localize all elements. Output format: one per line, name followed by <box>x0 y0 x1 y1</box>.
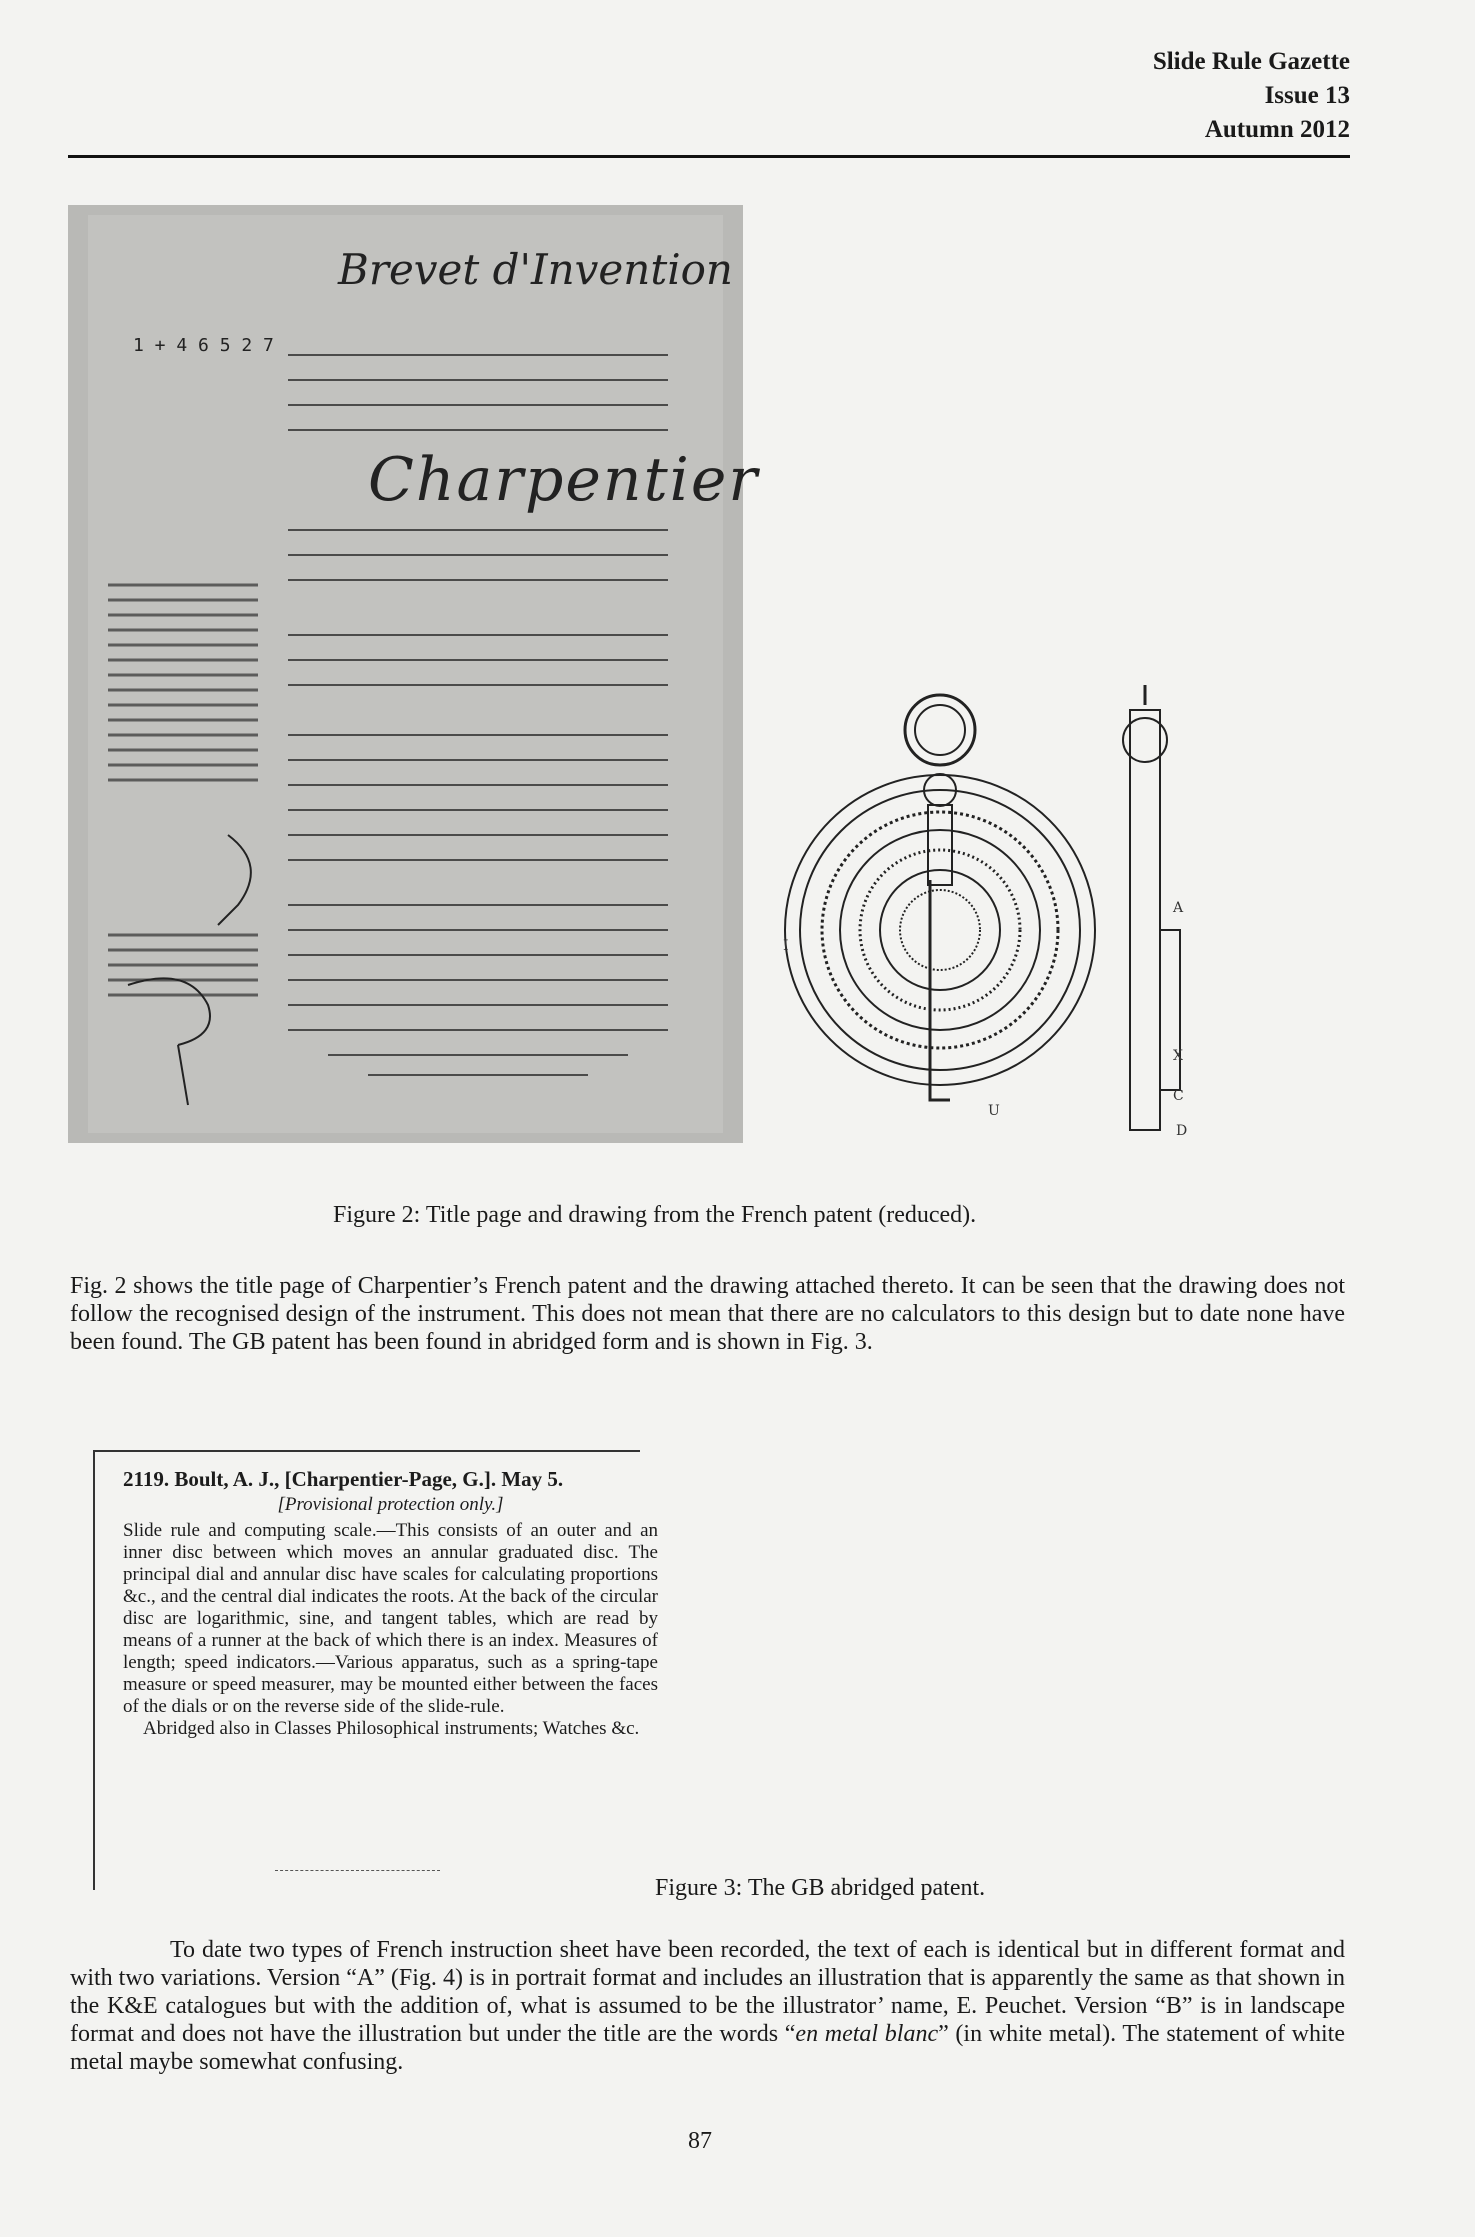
page-number: 87 <box>688 2128 712 2154</box>
patent-number: 1 + 4 6 5 2 7 <box>133 335 274 356</box>
patent-title-page-image <box>68 205 760 1143</box>
patent-inventor-name: Charpentier <box>368 445 760 515</box>
svg-text:C: C <box>1173 1088 1184 1104</box>
paragraph-2-italic: en metal blanc <box>795 2021 939 2047</box>
gb-abridged-patent-clipping <box>93 1450 658 1890</box>
clipping-subheading: [Provisional protection only.] <box>277 1494 504 1515</box>
journal-title: Slide Rule Gazette <box>1152 48 1350 75</box>
clipping-heading: 2119. Boult, A. J., [Charpentier-Page, G.]. May 5. <box>123 1467 564 1491</box>
issue-season: Autumn 2012 <box>1204 116 1350 143</box>
page-header <box>1153 45 1350 147</box>
svg-text:I: I <box>783 938 789 954</box>
issue-number: Issue 13 <box>1264 82 1350 109</box>
paragraph-2-text-b: ” (in white metal). The statement of white metal maybe somewhat confusing. <box>70 2021 1345 2075</box>
clipping-bottom-rule <box>275 1870 440 1871</box>
header-rule <box>68 155 1350 158</box>
figure-3-caption: Figure 3: The GB abridged patent. <box>655 1875 986 1901</box>
body-paragraph-2 <box>70 1936 1345 2076</box>
circular-calculator-drawing <box>740 680 1400 1150</box>
patent-drawing-image <box>740 680 1400 1150</box>
clipping-body: Slide rule and computing scale.—This consists of an outer and an inner disc between which moves an annular graduated disc. The principal dial and annular disc have scales for calculating proportions &c., and the central dial indicates the roots. At the back of the circular disc are logarithmic, sine, and tangent tables, which are read by means of a runner at the back of which there is an index. Measures of length; speed indicators.—Various apparatus, such as a spring-tape measure or speed measurer, may be mounted either between the faces of the dials or on the reverse side of the slide-rule. <box>123 1520 658 1717</box>
body-paragraph-1: Fig. 2 shows the title page of Charpentier’s French patent and the drawing attached thereto. It can be seen that the drawing does not follow the recognised design of the instrument. This does not mean that there are no calculators to this design but to date none have been found. The GB patent has been found in abridged form and is shown in Fig. 3. <box>70 1273 1345 1355</box>
clipping-top-rule <box>95 1450 640 1452</box>
clipping-also: Abridged also in Classes Philosophical instruments; Watches &c. <box>143 1718 640 1739</box>
paragraph-2-text-a: To date two types of French instruction sheet have been recorded, the text of each is identical but in different format and with two variations. Version “A” (Fig. 4) is in portrait format and includes an illustration that is apparently the same as that shown in the K&E catalogues but with the addition of, what is assumed to be the illustrator’ name, E. Peuchet. Version “B” is in landscape format and does not have the illustration but under the title are the words “ <box>70 1937 1345 2047</box>
svg-text:U: U <box>988 1103 1000 1119</box>
svg-text:X: X <box>1173 1048 1183 1064</box>
clipping-text <box>123 1468 658 1740</box>
patent-heading: Brevet d'Invention <box>338 245 733 294</box>
svg-text:D: D <box>1176 1123 1188 1139</box>
svg-text:A: A <box>1173 900 1184 916</box>
figure-2-caption: Figure 2: Title page and drawing from the French patent (reduced). <box>333 1202 977 1228</box>
